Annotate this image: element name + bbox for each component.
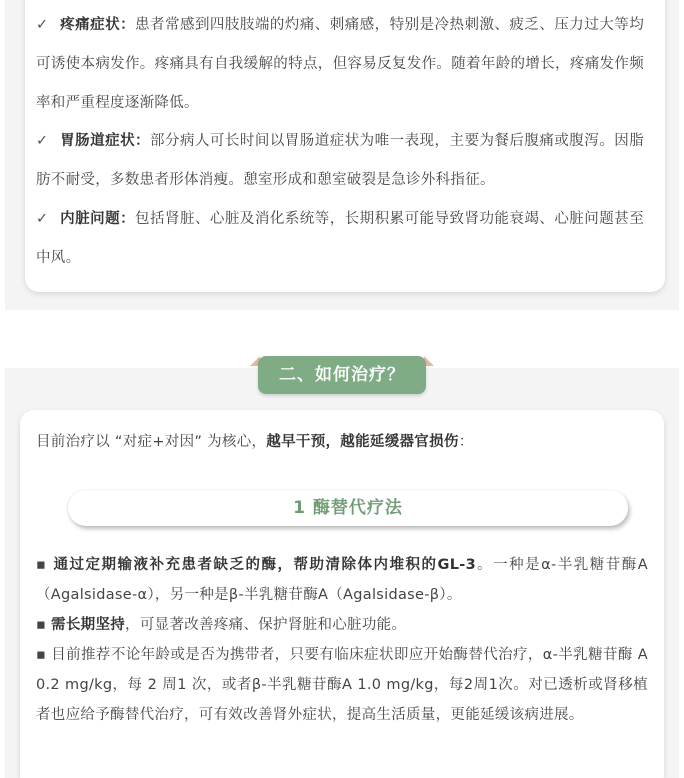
intro-plain: 目前治疗以 “对症+对因” 为核心， bbox=[36, 434, 267, 450]
intro-end: ： bbox=[458, 434, 474, 450]
bullet-bold: 需长期坚持 bbox=[51, 617, 126, 633]
symptom-pain bbox=[36, 6, 644, 123]
symptom-pain-text: 患者常感到四肢肢端的灼痛、刺痛感，特别是冷热刺激、疲乏、压力过大等均可诱使本病发作。疼痛具有自我缓解的特点，但容易反复发作。随着年龄的增长，疼痛发作频率和严重程度逐渐降低。 bbox=[36, 17, 644, 111]
bullet-item: ▪ 通过定期输液补充患者缺乏的酶，帮助清除体内堆积的GL-3。一种是α-半乳糖苷酶A（Agalsidase-α），另一种是β-半乳糖苷酶A（Agalsidase-β）。 bbox=[36, 557, 649, 603]
bullet-item: ▪ 目前推荐不论年龄或是否为携带者，只要有临床症状即应开始酶替代治疗，α-半乳糖苷酶 A 0.2 mg/kg，每 2 周1 次，或者β-半乳糖苷酶A 1.0 mg/kg，每2周1次。对已透析或肾移植者也应给予酶替代治疗，可有效改善肾外症状，提高生活质量，更能延缓该病进展。 bbox=[36, 647, 648, 723]
symptom-gi-text: 部分病人可长时间以胃肠道症状为唯一表现，主要为餐后腹痛或腹泻。因脂肪不耐受，多数患者形体消瘦。憩室形成和憩室破裂是急诊外科指征。 bbox=[36, 133, 644, 188]
symptom-gi bbox=[36, 122, 644, 200]
treatment-intro bbox=[36, 430, 474, 451]
bullet-bold: 通过定期输液补充患者缺乏的酶，帮助清除体内堆积的GL-3 bbox=[53, 557, 476, 573]
symptom-pain-term: 疼痛症状： bbox=[60, 17, 136, 33]
symptom-gi-term: 胃肠道症状： bbox=[60, 133, 151, 149]
symptom-organ-term: 内脏问题： bbox=[60, 211, 136, 227]
treatment-bullets bbox=[36, 550, 648, 730]
check-icon: ✓ bbox=[36, 211, 49, 227]
bullet-text: 。一种是α-半乳糖苷酶A（Agalsidase-α），另一种是β-半乳糖苷酶A（Agalsidase-β）。 bbox=[36, 557, 649, 603]
bullet-item: ▪ 需长期坚持，可显著改善疼痛、保护肾脏和心脏功能。 bbox=[36, 617, 407, 633]
check-icon: ✓ bbox=[36, 17, 49, 33]
bullet-text: ，可显著改善疼痛、保护肾脏和心脏功能。 bbox=[125, 617, 407, 633]
method-title: 1 酶替代疗法 bbox=[68, 490, 628, 526]
check-icon: ✓ bbox=[36, 133, 49, 149]
symptom-organ bbox=[36, 200, 644, 278]
symptom-organ-text: 包括肾脏、心脏及消化系统等，长期积累可能导致肾功能衰竭、心脏问题甚至中风。 bbox=[36, 211, 644, 266]
section-title: 二、如何治疗？ bbox=[258, 356, 426, 394]
bullet-text: 目前推荐不论年龄或是否为携带者，只要有临床症状即应开始酶替代治疗，α-半乳糖苷酶 A 0.2 mg/kg，每 2 周1 次，或者β-半乳糖苷酶A 1.0 mg/kg，每2周1次。对已透析或肾移植者也应给予酶替代治疗，可有效改善肾外症状，提高生活质量，更能延缓该病进展。 bbox=[36, 647, 648, 723]
intro-bold: 越早干预，越能延缓器官损伤 bbox=[266, 434, 459, 450]
